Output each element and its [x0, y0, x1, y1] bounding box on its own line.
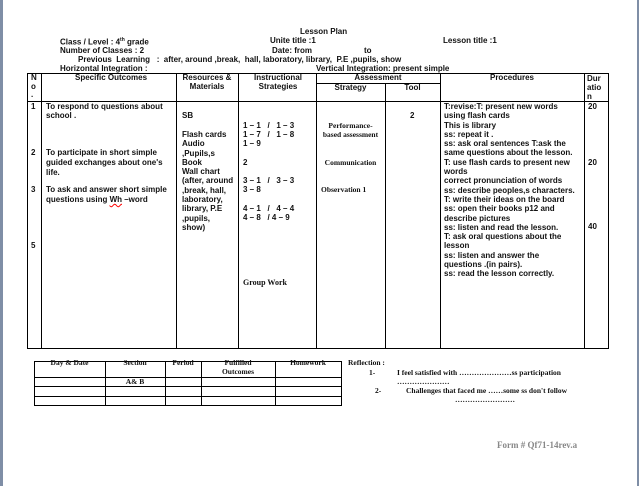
row-number: 5	[31, 241, 36, 250]
group-work: Group Work	[243, 278, 287, 287]
t: Wall chart	[182, 167, 220, 177]
procedure-line: questions .(in pairs).	[444, 260, 523, 270]
strategy-refs	[243, 176, 294, 194]
reflection-item-2: Challenges that faced me ……some ss don't follow	[406, 386, 568, 395]
header-procedures: Procedures	[489, 73, 535, 82]
t: To participate in short simple	[46, 148, 157, 157]
col-line	[608, 73, 609, 349]
t: 4 – 8 / 4 – 9	[243, 213, 290, 222]
assessment-tool: 2	[410, 111, 415, 120]
row-number: 2	[31, 148, 36, 157]
class-sup: th	[120, 37, 125, 43]
procedure-line: ss: read the lesson correctly.	[444, 269, 555, 279]
outcome-3	[46, 185, 167, 205]
previous-learning: Previous Learning : after, around ,break, hall, laboratory, library, P.E ,pupils, show	[78, 55, 402, 64]
horizontal-integration: Horizontal Integration :	[60, 64, 148, 73]
strategy-refs	[243, 204, 294, 222]
t: 3 – 8	[243, 185, 261, 194]
duration: 40	[588, 222, 597, 231]
procedure-line: T:revise:T: present new words	[444, 102, 558, 111]
procedure-line: lesson	[444, 241, 470, 251]
reflection-item-1: I feel satisfied with …………………ss participation	[397, 368, 561, 377]
table-border-bottom	[27, 348, 609, 349]
reflection-item-2-dots: ……………………	[455, 395, 515, 404]
t: Flash cards	[182, 130, 227, 139]
form-number: Form # Qf71-14rev.a	[497, 440, 578, 450]
assessment-strategy: Observation 1	[321, 185, 367, 194]
col-line	[238, 73, 239, 349]
header-duration	[587, 74, 601, 101]
header-day-date: Day & Date	[50, 358, 89, 367]
t: life.	[46, 168, 60, 177]
header-assessment: Assessment	[354, 73, 402, 82]
t: ,Pupils,s	[182, 148, 215, 158]
t: Book	[182, 157, 202, 167]
t: To respond to questions about	[46, 102, 163, 111]
t	[46, 195, 167, 205]
header-strategies	[240, 73, 316, 91]
outcome-1	[46, 102, 163, 120]
col-line	[41, 73, 42, 349]
t: school .	[46, 111, 77, 120]
date-to: to	[364, 46, 372, 55]
t: laboratory,	[182, 195, 223, 205]
procedure-line: words	[444, 167, 468, 177]
t: Resources &	[182, 73, 232, 82]
header-period: Period	[172, 358, 194, 367]
t: Dur	[587, 74, 601, 83]
t: Audio	[182, 139, 205, 149]
col-line	[341, 361, 342, 406]
procedure-line: using flash cards	[444, 111, 510, 121]
duration: 20	[588, 158, 597, 167]
duration: 20	[588, 102, 597, 111]
resource-sb: SB	[182, 111, 194, 120]
procedure-line: ss: describe peoples,s characters.	[444, 185, 575, 195]
procedure-line: This is library	[444, 120, 497, 130]
col-line	[385, 83, 386, 349]
t: Outcomes	[221, 367, 255, 376]
page-title: Lesson Plan	[300, 27, 348, 36]
t: ,pupils,	[182, 213, 210, 223]
t: Wh	[109, 195, 122, 204]
window-right-border	[637, 0, 639, 486]
vertical-integration: Vertical Integration: present simple	[316, 64, 450, 73]
reflection-item-1-dots: …………………	[397, 377, 450, 386]
row-line	[34, 396, 342, 397]
t: ,break, hall,	[182, 185, 227, 195]
assessment-strategy: Communication	[324, 158, 377, 167]
t: Materials	[189, 82, 225, 91]
t: To ask and answer short simple	[46, 185, 167, 194]
header-fulfilled	[201, 358, 275, 376]
unit-title: Unite title :1	[270, 36, 316, 45]
date-from: Date: from	[272, 46, 313, 55]
t: (after, around	[182, 176, 234, 186]
header-section: Section	[123, 358, 147, 367]
header-tool: Tool	[404, 83, 421, 92]
class-grade: grade	[124, 37, 149, 47]
procedure-line: same questions about the lesson.	[444, 148, 573, 158]
resources-list	[182, 130, 233, 232]
col-line	[440, 73, 441, 349]
row-line	[34, 405, 342, 406]
reflection-title: Reflection :	[348, 358, 385, 367]
assessment-strategy	[316, 121, 385, 139]
row-number: 3	[31, 185, 36, 194]
procedure-line: correct pronunciation of words	[444, 176, 563, 186]
reflection-num: 1-	[369, 368, 376, 377]
t: guided exchanges about one's	[46, 158, 163, 167]
window-left-border	[0, 0, 3, 486]
procedure-line: T: ask oral questions about the	[444, 232, 562, 242]
header-no	[31, 74, 37, 100]
header-homework: Homework	[290, 358, 326, 367]
t: .	[31, 90, 34, 99]
section-value: A& B	[125, 377, 145, 386]
t: library, P.E	[182, 204, 223, 214]
col-line	[27, 73, 28, 349]
procedure-line: T: use flash cards to present new	[444, 157, 570, 167]
strategy-refs	[243, 121, 294, 148]
row-line	[34, 377, 342, 378]
col-line	[176, 73, 177, 349]
procedure-line: ss: listen and read the lesson.	[444, 222, 559, 232]
t: N	[31, 73, 37, 82]
procedure-line: describe pictures	[444, 213, 511, 223]
t: Performance-	[328, 121, 373, 130]
t: –word	[122, 195, 148, 204]
t: atio	[587, 83, 602, 92]
col-line	[584, 73, 585, 349]
procedure-line: ss: repeat it .	[444, 129, 494, 139]
outcome-2	[46, 148, 163, 178]
class-level-text: Class / Level : 4	[60, 37, 121, 47]
procedure-line: T: write their ideas on the board	[444, 194, 565, 204]
procedure-line: ss: open their books p12 and	[444, 204, 555, 214]
t: questions using	[46, 195, 110, 204]
t: 3 – 1 / 3 – 3	[243, 176, 295, 185]
t: 1 – 9	[243, 139, 261, 148]
col-line	[275, 361, 276, 406]
procedure-line: ss: ask oral sentences T:ask the	[444, 139, 566, 149]
procedure-line: ss: listen and answer the	[444, 250, 540, 260]
lesson-title: Lesson title :1	[443, 36, 497, 45]
t: Instructional	[253, 73, 302, 82]
col-line	[34, 361, 35, 406]
t: show)	[182, 222, 206, 232]
num-classes: Number of Classes : 2	[60, 46, 145, 55]
header-outcomes: Specific Outcomes	[75, 73, 148, 82]
col-line	[165, 361, 166, 406]
header-resources	[178, 73, 236, 91]
header-strategy: Strategy	[334, 83, 367, 92]
t: Strategies	[258, 82, 298, 91]
procedures-list	[444, 102, 575, 279]
t: 1 – 1 / 1 – 3	[243, 121, 295, 130]
t: 4 – 1 / 4 – 4	[243, 204, 295, 213]
t: based assessment	[322, 130, 379, 139]
col-line	[316, 73, 317, 349]
t: o	[31, 81, 36, 91]
t: 1 – 7 / 1 – 8	[243, 130, 295, 139]
t: Fulfilled	[224, 358, 252, 367]
strategy-ref: 2	[243, 158, 248, 167]
t: n	[587, 92, 592, 101]
row-number: 1	[31, 102, 36, 111]
reflection-num: 2-	[375, 386, 382, 395]
row-line	[34, 386, 342, 387]
